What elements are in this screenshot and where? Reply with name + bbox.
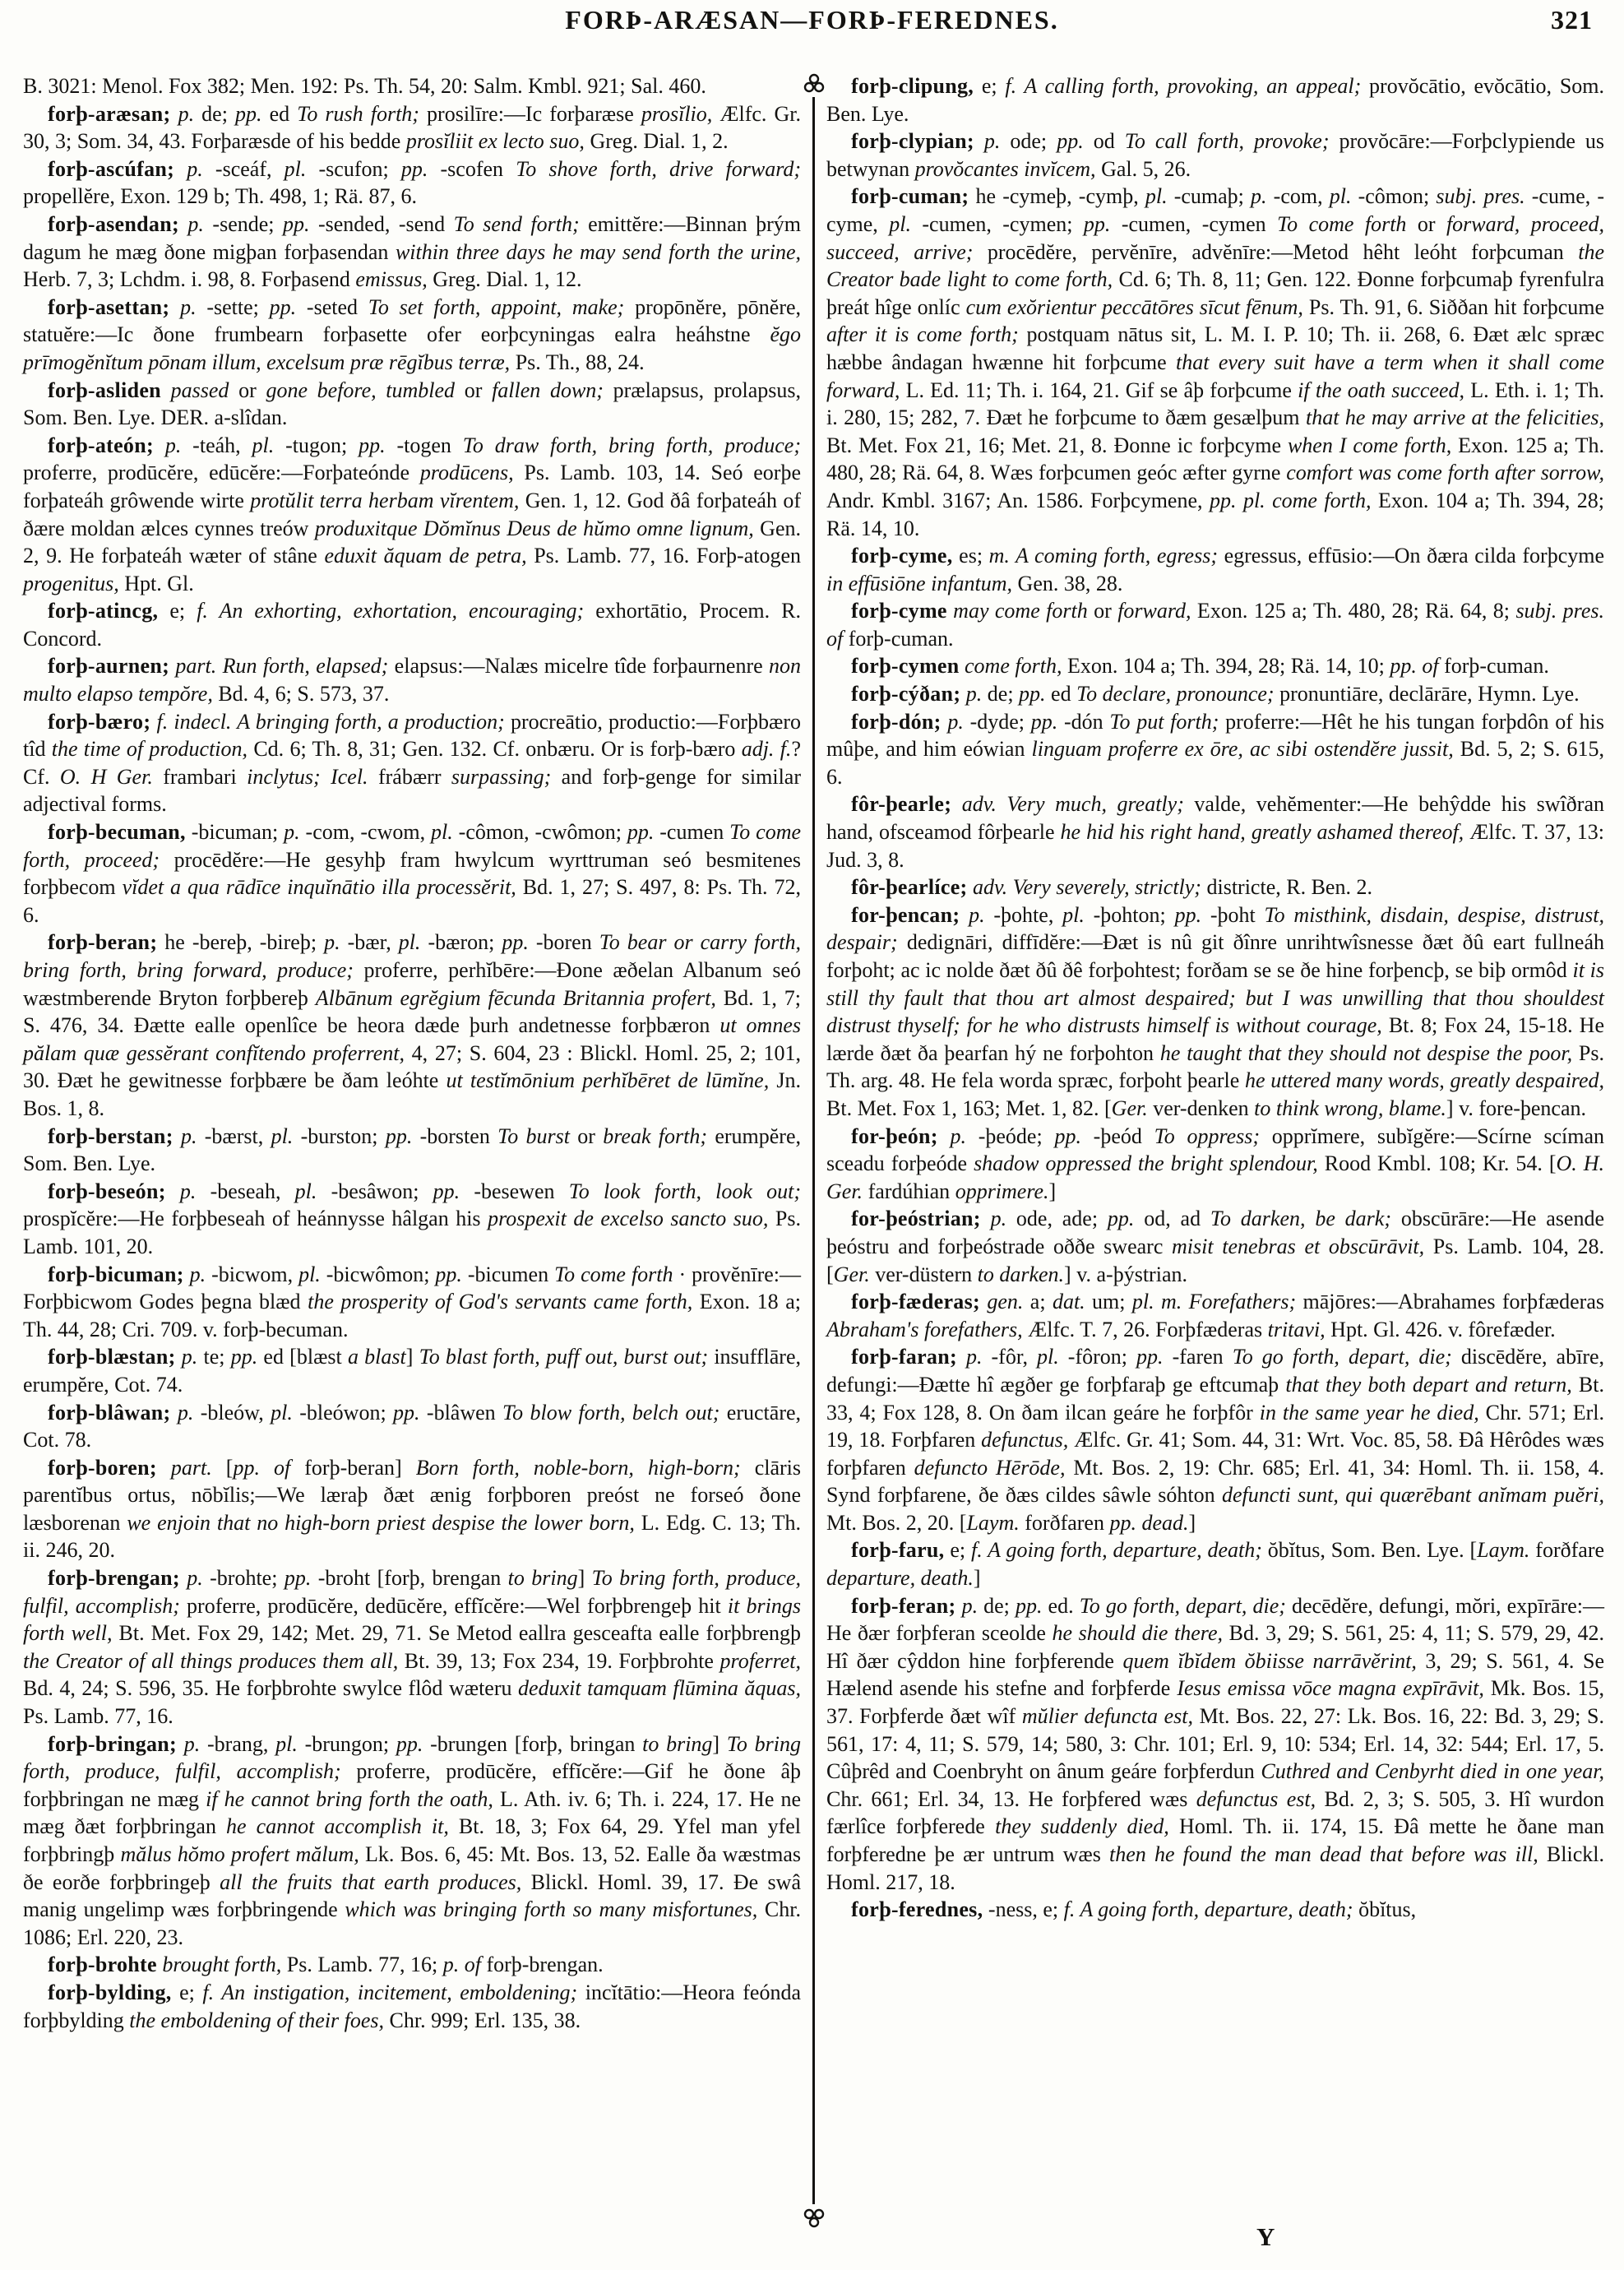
dictionary-entry: forþ-boren; part. [pp. of forþ-beran] Born forth, noble-born, high-born; clāris parentĭbus ortus, nōbĭlis;—We læraþ ðæt ænig forþboren preóst ne forseó ðone læsborenan we enjoin that no high-born priest despise the lower born, L. Edg. C. 13; Th. ii. 246, 20. (23, 1455, 802, 1563)
dictionary-entry: forþ-asettan; p. -sette; pp. -seted To set forth, appoint, make; propōnĕre, pōnĕre, statuĕre:—Ic ðone frumbearn forþasette ofer eorþcyningas ealra heáhstne ĕgo prīmogĕnĭtum pōnam illum, excelsum præ rēgĭbus terræ, Ps. Th., 88, 24. (23, 294, 802, 374)
column-divider (801, 72, 826, 2229)
dictionary-entry: forþ-feran; p. de; pp. ed. To go forth, depart, die; decēdĕre, defungi, mŏri, expīrāre:—He ðær forþferan sceolde he should die there, Bd. 3, 29; S. 561, 25: 4, 11; S. 579, 29, 42. Hî ðær cŷddon hine forþferende quem ĭbĭdem ŏbiisse narrāvĕrint, 3, 29; S. 561, 4. Se Hælend asende his stefne and forþferde Iesus emissa vōce magna expīrāvit, Mk. Bos. 15, 37. Forþferde ðæt wîf mŭlier defuncta est, Mt. Bos. 22, 27: Lk. Bos. 16, 22: Bd. 3, 29; S. 561, 17: 4, 11; S. 579, 14; 580, 3: Chr. 101; Erl. 9, 10: 534; Erl. 14, 32: 544; Erl. 17, 5. Cûþrêd and Coenbryht on ânum geáre forþferdun Cuthred and Cenbyrht died in one year, Chr. 661; Erl. 34, 13. He forþfered wæs defunctus est, Bd. 2, 3; S. 505, 3. Hî wurdon færlîce forþferede they suddenly died, Homl. Th. ii. 174, 15. Ðâ mette he ðane man forþferedne þe ær untrum wæs then he found the man dead that before was ill, Blickl. Homl. 217, 18. (826, 1593, 1605, 1894)
dictionary-entry: forþ-ascúfan; p. -sceáf, pl. -scufon; pp. -scofen To shove forth, drive forward; propellĕre, Exon. 129 b; Th. 498, 1; Rä. 87, 6. (23, 156, 802, 209)
dictionary-entry: B. 3021: Menol. Fox 382; Men. 192: Ps. Th. 54, 20: Salm. Kmbl. 921; Sal. 460. (23, 74, 706, 98)
dictionary-entry: forþ-asendan; p. -sende; pp. -sended, -send To send forth; emittĕre:—Binnan þrým dagum he mæg ðone migþan forþasendan within three days he may send forth the urine, Herb. 7, 3; Lchdm. i. 98, 8. Forþasend emissus, Greg. Dial. 1, 12. (23, 211, 802, 292)
dictionary-entry: forþ-atincg, e; f. An exhorting, exhortation, encouraging; exhortātio, Procem. R. Concord. (23, 599, 801, 651)
dictionary-entry: forþ-clypian; p. ode; pp. od To call forth, provoke; provŏcāre:—Forþclypiende us betwynan provŏcantes invĭcem, Gal. 5, 26. (826, 129, 1605, 181)
dictionary-entry: forþ-ateón; p. -teáh, pl. -tugon; pp. -togen To draw forth, bring forth, produce; proferre, prodūcĕre, edūcĕre:—Forþateónde prodūcens, Ps. Lamb. 103, 14. Seó eorþe forþateáh grôwende wirte protŭlit terra herbam vĭrentem, Gen. 1, 12. God ðâ forþateáh of ðære moldan ælces cynnes treów produxitque Dŏmĭnus Deus de hŭmo omne lignum, Gen. 2, 9. He forþateáh wæter of stâne eduxit ăquam de petra, Ps. Lamb. 77, 16. Forþ-atogen progenitus, Hpt. Gl. (23, 433, 802, 595)
dictionary-entry: forþ-asliden passed or gone before, tumbled or fallen down; prælapsus, prolapsus, Som. Ben. Lye. DER. a-slîdan. (23, 378, 801, 430)
dictionary-entry: forþ-bæro; f. indecl. A bringing forth, a production; procreātio, productio:—Forþbæro tîd the time of production, Cd. 6; Th. 8, 31; Gen. 132. Cf. onbæru. Or is forþ-bæro adj. f.? Cf. O. H Ger. frambari inclytus; Icel. frábærr surpassing; and forþ-genge for similar adjectival forms. (23, 709, 802, 817)
dictionary-entry: forþ-bylding, e; f. An instigation, incitement, emboldening; incĭtātio:—Heora feónda forþbylding the emboldening of their foes, Chr. 999; Erl. 135, 38. (23, 1980, 801, 2032)
dictionary-entry: forþ-cýðan; p. de; pp. ed To declare, pronounce; pronuntiāre, declārāre, Hymn. Lye. (851, 682, 1580, 706)
dictionary-entry: forþ-blæstan; p. te; pp. ed [blæst a blast] To blast forth, puff out, burst out; insufflāre, erumpĕre, Cot. 74. (23, 1345, 801, 1397)
dictionary-entry: forþ-ferednes, -ness, e; f. A going forth, departure, death; ŏbĭtus, (851, 1897, 1417, 1922)
trefoil-ornament-bottom (802, 2204, 826, 2229)
dictionary-entry: forþ-cymen come forth, Exon. 104 a; Th. 394, 28; Rä. 14, 10; pp. of forþ-cuman. (851, 654, 1549, 679)
dictionary-entry: forþ-aurnen; part. Run forth, elapsed; elapsus:—Nalæs micelre tîde forþaurnenre non multo elapso tempŏre, Bd. 4, 6; S. 573, 37. (23, 654, 802, 706)
dictionary-entry: forþ-dón; p. -dyde; pp. -dón To put forth; proferre:—Hêt he his tungan forþdôn of his mûþe, and him eówian linguam proferre ex ōre, ac sibi ostendĕre jussit, Bd. 5, 2; S. 615, 6. (826, 709, 1605, 789)
left-column (23, 72, 801, 2229)
dictionary-entry: forþ-bicuman; p. -bicwom, pl. -bicwômon; pp. -bicumen To come forth · provĕnīre:—Forþbicwom Godes þegna blæd the prosperity of God's servants came forth, Exon. 18 a; Th. 44, 28; Cri. 709. v. forþ-becuman. (23, 1262, 801, 1341)
dictionary-entry: forþ-beseón; p. -beseah, pl. -besâwon; pp. -besewen To look forth, look out; prospĭcĕre:—He forþbeseah of heánnysse hâlgan his prospexit de excelso sancto suo, Ps. Lamb. 101, 20. (23, 1179, 802, 1258)
catchword: Y (1256, 2222, 1275, 2251)
dictionary-entry: forþ-faran; p. -fôr, pl. -fôron; pp. -faren To go forth, depart, die; discēdĕre, abīre, defungi:—Ðætte hî ægðer ge forþfaraþ ge eftcumaþ that they both depart and return, Bt. 33, 4; Fox 128, 8. On ðam ilcan geáre he forþfôr in the same year he died, Chr. 571; Erl. 19, 18. Forþfaren defunctus, Ælfc. Gr. 41; Som. 44, 31: Wrt. Voc. 85, 58. Ðâ Hêrôdes wæs forþfaren defuncto Hērōde, Mt. Bos. 2, 19: Chr. 685; Erl. 41, 34: Homl. Th. ii. 158, 4. Synd forþfarene, ðe ðæs cildes sâwle sóhton defuncti sunt, qui quærēbant anĭmam puĕri, Mt. Bos. 2, 20. [Laym. forðfaren pp. dead.] (826, 1345, 1605, 1535)
dictionary-entry: forþ-fæderas; gen. a; dat. um; pl. m. Forefathers; mājōres:—Abrahames forþfæderas Abraham's forefathers, Ælfc. T. 7, 26. Forþfæderas tritavi, Hpt. Gl. 426. v. fôrefæder. (826, 1290, 1604, 1341)
dictionary-entry: for-þeón; p. -þeóde; pp. -þeód To oppress; opprĭmere, subĭgĕre:—Scírne scíman sceadu forþeóde shadow oppressed the bright splendour, Rood Kmbl. 108; Kr. 54. [O. H. Ger. fardúhian opprimere.] (826, 1123, 1605, 1203)
dictionary-entry: forþ-faru, e; f. A going forth, departure, death; ŏbĭtus, Som. Ben. Lye. [Laym. forðfare departure, death.] (826, 1538, 1605, 1591)
dictionary-entry: forþ-brohte brought forth, Ps. Lamb. 77, 16; p. of forþ-brengan. (48, 1953, 604, 1977)
dictionary-entry: forþ-bringan; p. -brang, pl. -brungon; pp. -brungen [forþ, bringan to bring] To bring forth, produce, fulfil, accomplish; proferre, prodūcĕre, effĭcĕre:—Gif he ðone âþ forþbringan ne mæg if he cannot bring forth the oath, L. Ath. iv. 6; Th. i. 224, 17. He ne mæg ðæt forþbringan he cannot accomplish it, Bt. 18, 3; Fox 64, 29. Yfel man yfel forþbringþ mălus hŏmo profert mălum, Lk. Bos. 6, 45: Mt. Bos. 13, 52. Ealle ða wæstmas ðe eorðe forþbringeþ all the fruits that earth produces, Blickl. Homl. 39, 17. Ðe swâ manig ungelimp wæs forþbringende which was bringing forth so many misfortunes, Chr. 1086; Erl. 220, 23. (23, 1731, 802, 1949)
dictionary-entry: forþ-cyme may come forth or forward, Exon. 125 a; Th. 480, 28; Rä. 64, 8; subj. pres. of forþ-cuman. (826, 599, 1604, 651)
dictionary-entry: forþ-blâwan; p. -bleów, pl. -bleówon; pp. -blâwen To blow forth, belch out; eructāre, Cot. 78. (23, 1400, 802, 1452)
text-columns (23, 72, 1604, 2229)
dictionary-entry: for-þeóstrian; p. ode, ade; pp. od, ad To darken, be dark; obscūrāre:—He asende þeóstru and forþeóstrade oððe swearc misit tenebras et obscūrāvit, Ps. Lamb. 104, 28. [Ger. ver-düstern to darken.] v. a-þýstrian. (826, 1207, 1604, 1286)
dictionary-entry: forþ-berstan; p. -bærst, pl. -burston; pp. -borsten To burst or break forth; erumpĕre, Som. Ben. Lye. (23, 1123, 801, 1176)
right-column (826, 72, 1604, 2229)
dictionary-entry: forþ-brengan; p. -brohte; pp. -broht [forþ, brengan to bring] To bring forth, produce, fulfil, accomplish; proferre, prodūcĕre, dedūcĕre, effĭcĕre:—Wel forþbrengeþ hit it brings forth well, Bt. Met. Fox 29, 142; Met. 29, 71. Se Metod eallra gesceafta ealle forþbrengþ the Creator of all things produces them all, Bt. 39, 13; Fox 234, 19. Forþbrohte proferret, Bd. 4, 24; S. 596, 35. He forþbrohte swylce flôd wæteru deduxit tamquam flūmina ăquas, Ps. Lamb. 77, 16. (23, 1566, 802, 1729)
dictionary-entry: forþ-cuman; he -cymeþ, -cymþ, pl. -cumaþ; p. -com, pl. -cômon; subj. pres. -cume, -cyme, pl. -cumen, -cymen; pp. -cumen, -cymen To come forth or forward, proceed, succeed, arrive; procēdĕre, pervĕnīre, advĕnīre:—Metod hêht leóht forþcuman the Creator bade light to come forth, Cd. 6; Th. 8, 11; Gen. 122. Ðonne forþcumaþ fyrenfulra þreát hîge onlíc cum exŏrientur peccātōres sīcut fēnum, Ps. Th. 91, 6. Siððan hit forþcume after it is come forth; postquam nātus sit, L. M. I. P. 10; Th. ii. 268, 6. Ðæt ælc spræc hæbbe ândagan hwænne hit forþcume that every suit have a term when it shall come forward, L. Ed. 11; Th. i. 164, 21. Gif se âþ forþcume if the oath succeed, L. Eth. i. 1; Th. i. 280, 15; 282, 7. Ðæt he forþcume to ðæm gesælþum that he may arrive at the felicities, Bt. Met. Fox 21, 16; Met. 21, 8. Ðonne ic forþcyme when I come forth, Exon. 125 a; Th. 480, 28; Rä. 64, 8. Wæs forþcumen geóc æfter gyrne comfort was come forth after sorrow, Andr. Kmbl. 3167; An. 1586. Forþcymene, pp. pl. come forth, Exon. 104 a; Th. 394, 28; Rä. 14, 10. (826, 184, 1605, 540)
trefoil-ornament-top (802, 72, 826, 97)
dictionary-entry: for-þencan; p. -þohte, pl. -þohton; pp. -þoht To misthink, disdain, despise, distrust, despair; dedignāri, diffīdĕre:—Ðæt is nû git ðînre unrihtwîsnesse ðæt ðû eart fullneáh forþoht; ac ic nolde ðæt ðû ðê forþohtest; forðam se se ðe hine forþencþ, se biþ ormôd it is still thy fault that thou art almost despaired; but I was unwilling that thou shouldest distrust thyself; for he who distrusts himself is without courage, Bt. 8; Fox 24, 15-18. He lærde ðæt ða þearfan hý ne forþohton he taught that they should not despise the poor, Ps. Th. arg. 48. He fela worda spræc, forþoht þearle he uttered many words, greatly despaired, Bt. Met. Fox 1, 163; Met. 1, 82. [Ger. ver-denken to think wrong, blame.] v. fore-þencan. (826, 902, 1605, 1120)
dictionary-entry: forþ-beran; he -bereþ, -bireþ; p. -bær, pl. -bæron; pp. -boren To bear or carry forth, bring forth, bring forward, produce; proferre, perhĭbēre:—Ðone æðelan Albanum seó wæstmberende Bryton forþbereþ Albānum egrĕgium fēcunda Britannia profert, Bd. 1, 7; S. 476, 34. Ðætte ealle openlîce be heora dæde þurh andetnesse forþbæron ut omnes pălam quæ gessĕrant confĭtendo proferrent, 4, 27; S. 604, 23 : Blickl. Homl. 25, 2; 101, 30. Ðæt he gewitnesse forþbære be ðam leóhte ut testĭmōnium perhĭbēret de lūmĭne, Jn. Bos. 1, 8. (23, 930, 801, 1120)
divider-rule (812, 97, 815, 2204)
page-number: 321 (1551, 5, 1593, 35)
dictionary-entry: forþ-becuman, -bicuman; p. -com, -cwom, pl. -cômon, -cwômon; pp. -cumen To come forth, proceed; procēdĕre:—He gesyhþ fram hwylcum wyrttruman seó besmitenes forþbecom vĭdet a qua rādīce inquĭnātio illa processĕrit, Bd. 1, 27; S. 497, 8: Ps. Th. 72, 6. (23, 820, 802, 927)
page-title: FORÞ-ARÆSAN—FORÞ-FEREDNES. (565, 5, 1059, 35)
dictionary-entry: fôr-þearle; adv. Very much, greatly; valde, vehĕmenter:—He behŷdde his swîðran hand, ofsceamod fôrþearle he hid his right hand, greatly ashamed thereof, Ælfc. T. 37, 13: Jud. 3, 8. (826, 792, 1605, 872)
dictionary-entry: forþ-cyme, es; m. A coming forth, egress; egressus, effūsio:—On ðæra cilda forþcyme in effūsiōne infantum, Gen. 38, 28. (826, 544, 1604, 595)
running-head (0, 5, 1624, 35)
dictionary-entry: forþ-clipung, e; f. A calling forth, provoking, an appeal; provŏcātio, evŏcātio, Som. Ben. Lye. (826, 74, 1605, 126)
dictionary-entry: forþ-aræsan; p. de; pp. ed To rush forth; prosilīre:—Ic forþaræse prosĭlio, Ælfc. Gr. 30, 3; Som. 34, 43. Forþaræsde of his bedde prosĭliit ex lecto suo, Greg. Dial. 1, 2. (23, 101, 801, 154)
dictionary-entry: fôr-þearlíce; adv. Very severely, strictly; districte, R. Ben. 2. (851, 875, 1372, 900)
